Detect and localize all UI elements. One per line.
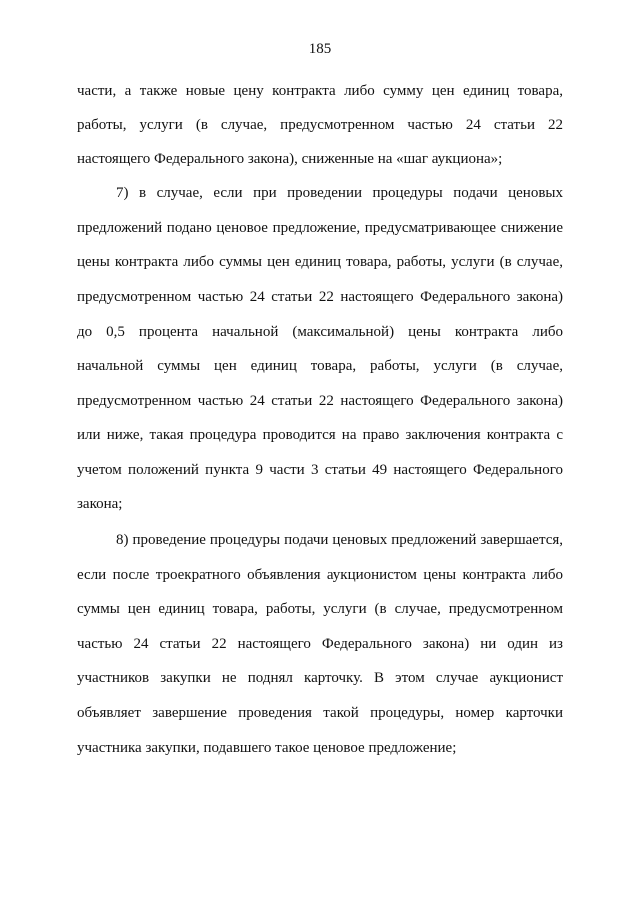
text-line: работы, услуги (в случае, предусмотренном частью 24 статьи 22	[77, 117, 563, 133]
text-line: части, а также новые цену контракта либо сумму цен единиц товара,	[77, 83, 563, 99]
text-line: предусмотренном частью 24 статьи 22 настоящего Федерального закона)	[77, 393, 563, 409]
text-line: участников закупки не поднял карточку. В этом случае аукционист	[77, 670, 563, 686]
text-line: если после троекратного объявления аукционистом цены контракта либо	[77, 567, 563, 583]
text-line: или ниже, такая процедура проводится на право заключения контракта с	[77, 427, 563, 443]
page-number: 185	[308, 41, 332, 57]
text-line: суммы цен единиц товара, работы, услуги (в случае, предусмотренном	[77, 601, 563, 617]
text-line: учетом положений пункта 9 части 3 статьи 49 настоящего Федерального	[77, 462, 563, 478]
text-line: предложений подано ценовое предложение, предусматривающее снижение	[77, 220, 563, 236]
text-line: начальной суммы цен единиц товара, работы, услуги (в случае,	[77, 358, 563, 374]
text-line: 8) проведение процедуры подачи ценовых предложений завершается,	[116, 532, 563, 548]
text-line: предусмотренном частью 24 статьи 22 настоящего Федерального закона)	[77, 289, 563, 305]
text-line: объявляет завершение проведения такой процедуры, номер карточки	[77, 705, 563, 721]
text-line: до 0,5 процента начальной (максимальной) цены контракта либо	[77, 324, 563, 340]
text-line: настоящего Федерального закона), сниженные на «шаг аукциона»;	[77, 151, 503, 167]
text-line: цены контракта либо суммы цен единиц товара, работы, услуги (в случае,	[77, 254, 563, 270]
text-line: закона;	[77, 496, 123, 512]
text-line: 7) в случае, если при проведении процедуры подачи ценовых	[116, 185, 563, 201]
text-line: частью 24 статьи 22 настоящего Федерального закона) ни один из	[77, 636, 563, 652]
text-line: участника закупки, подавшего такое ценовое предложение;	[77, 740, 457, 756]
